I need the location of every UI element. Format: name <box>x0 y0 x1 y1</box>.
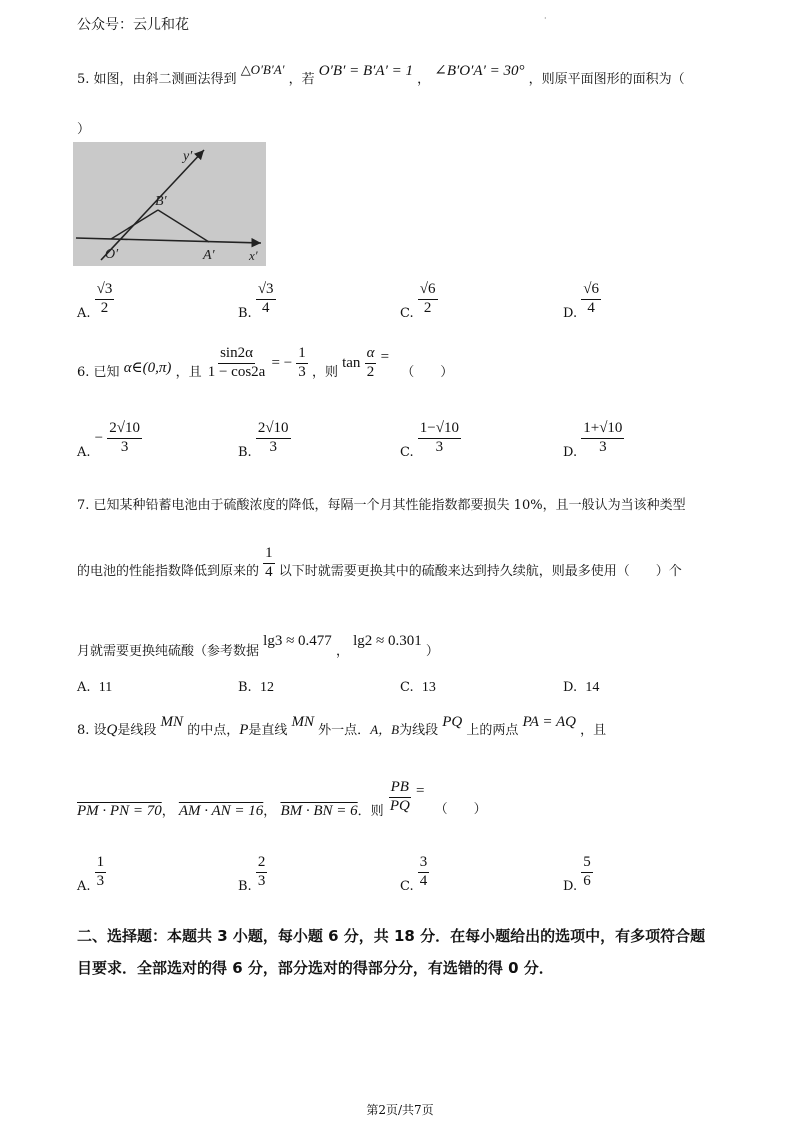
q7-option-c[interactable]: C. 13 <box>400 680 436 695</box>
label-y: y′ <box>183 149 193 164</box>
q5-text-g: ，则原平面图形的面积为（ <box>528 72 685 87</box>
q7-option-b[interactable]: B. 12 <box>238 680 274 695</box>
q5-figure <box>73 142 266 266</box>
q6-fraction: $\frac{\sin 2\alpha}{1 - \cos 2a}$ <box>207 345 266 380</box>
q8-vec-am-an: AM · AN = 16 <box>178 802 264 819</box>
q6-option-d[interactable]: D. $\frac{1+√10}{3}$ <box>563 420 623 460</box>
q7-option-a[interactable]: A. 11 <box>77 680 113 695</box>
q5-option-c[interactable]: C. $\frac{√6}{2}$ <box>400 281 436 321</box>
q7-line1: 7. 已知某种铅蓄电池由于硫酸浓度的降低，每隔一个月其性能指数都要损失 10%，且一般认为当该种类型 <box>77 498 686 513</box>
label-a: A′ <box>203 248 215 263</box>
q8-fraction: $\frac{PB}{PQ}$ <box>389 779 410 814</box>
q6-alpha-range: α∈(0,π) <box>123 359 172 376</box>
q7-line3: 月就需要更换纯硫酸（参考数据 lg3 ≈ 0.477 ， lg2 ≈ 0.301 ） <box>77 633 439 659</box>
q6-option-a[interactable]: A. − $\frac{2√10}{3}$ <box>77 420 141 460</box>
q5-figure-svg <box>73 142 266 266</box>
q7-option-d[interactable]: D. 14 <box>563 680 600 695</box>
y-axis-line <box>101 150 204 260</box>
q8-vec-bm-bn: BM · BN = 6 <box>280 802 358 819</box>
q5-line1 <box>77 62 685 88</box>
q7-line2: 的电池的性能指数降低到原来的 $\frac{1}{4}$ 以下时就需要更换其中的硫酸来达到持久续航，则最多使用（ ）个 <box>77 545 682 580</box>
q5-text-c: ，若 <box>288 72 315 87</box>
segment-ob <box>111 210 158 239</box>
q8-line1: 8. 设Q是线段 MN 的中点，P是直线 MN 外一点．A，B为线段 PQ 上的两点 PA = AQ ，且 <box>77 714 607 738</box>
q6-line: 6. 已知 α∈(0,π) ，且 $\frac{\sin 2\alpha}{1 - \cos 2a}$ = − $\frac{1}{3}$ ，则 tan $\frac{\alpha}{2}$ = （ ） <box>77 345 454 380</box>
header-account: 公众号：云儿和花 <box>77 17 189 33</box>
q8-option-b[interactable]: B. $\frac{2}{3}$ <box>238 854 266 894</box>
q8-option-d[interactable]: D. $\frac{5}{6}$ <box>563 854 591 894</box>
q6-option-c[interactable]: C. $\frac{1-√10}{3}$ <box>400 420 459 460</box>
q8-option-c[interactable]: C. $\frac{3}{4}$ <box>400 854 428 894</box>
segment-ba <box>158 210 209 242</box>
q5-lengths: O′B′ = B′A′ = 1 <box>318 63 413 79</box>
q5-text-a: 5. 如图，由斜二测画法得到 <box>77 72 237 87</box>
q5-text-e: ， <box>417 72 431 87</box>
q8-option-a[interactable]: A. $\frac{1}{3}$ <box>77 854 105 894</box>
page-footer: 第2页/共7页 <box>366 1103 434 1117</box>
q5-option-b[interactable]: B. $\frac{√3}{4}$ <box>238 281 274 321</box>
label-o: O′ <box>105 247 119 262</box>
q5-angle: ∠B′O′A′ = 30° <box>434 63 525 79</box>
q5-option-d[interactable]: D. $\frac{√6}{4}$ <box>563 281 599 321</box>
label-b: B′ <box>155 194 167 209</box>
q8-line2: PM · PN = 70， AM · AN = 16， BM · BN = 6．则 $\frac{PB}{PQ}$ = （ ） <box>77 779 487 819</box>
q5-triangle: △O′B′A′ <box>240 62 285 77</box>
q5-option-a[interactable]: A. $\frac{√3}{2}$ <box>77 281 113 321</box>
q7-quarter: $\frac{1}{4}$ <box>265 545 273 580</box>
x-axis-line <box>76 238 261 243</box>
q5-paren-close: ） <box>77 122 91 137</box>
header-dot: · <box>544 14 547 23</box>
q6-option-b[interactable]: B. $\frac{2√10}{3}$ <box>238 420 289 460</box>
label-x: x′ <box>249 248 258 263</box>
section2-line2: 目要求．全部选对的得 6 分，部分选对的得部分分，有选错的得 0 分． <box>77 959 554 977</box>
q8-vec-pm-pn: PM · PN = 70 <box>77 802 162 819</box>
section2-line1: 二、选择题：本题共 3 小题，每小题 6 分，共 18 分．在每小题给出的选项中，有多项符合题 <box>77 927 706 945</box>
